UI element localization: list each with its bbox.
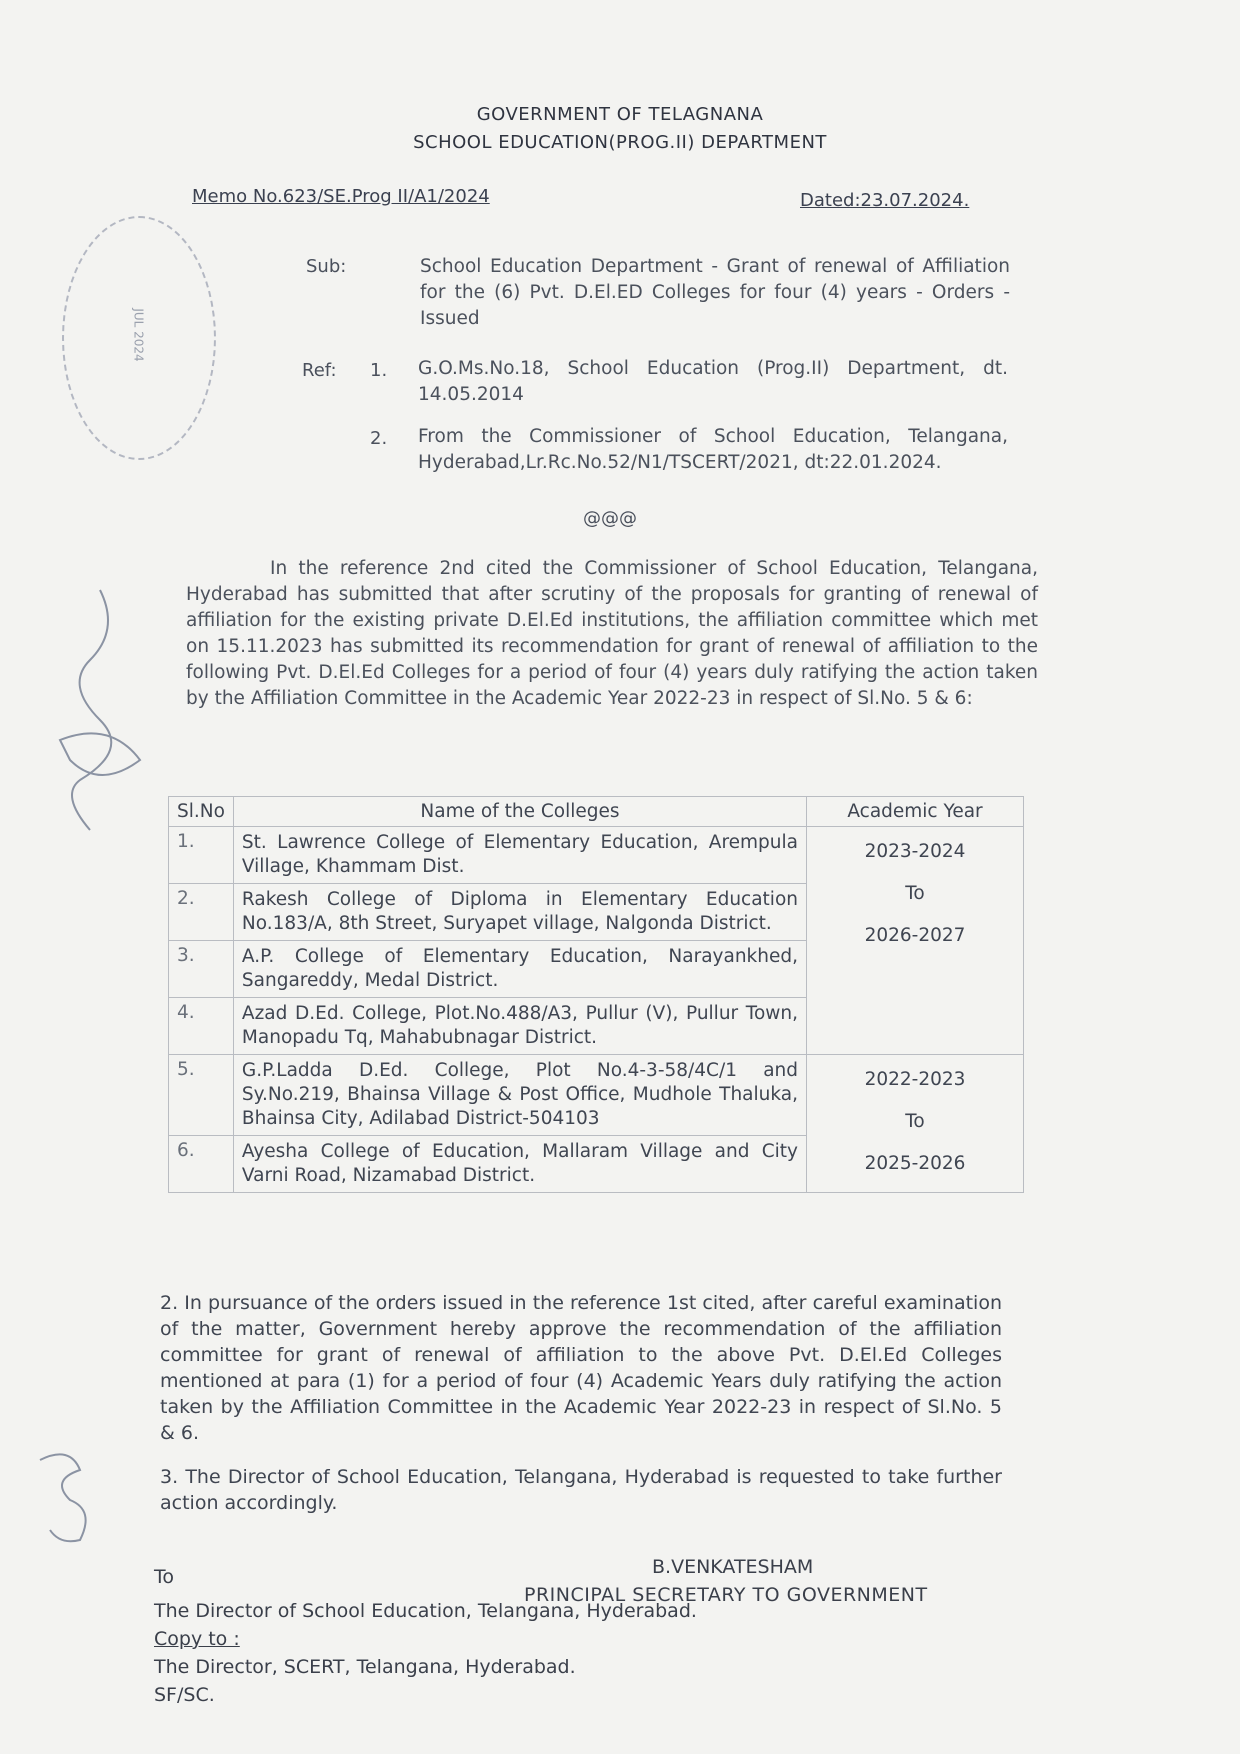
memo-number: Memo No.623/SE.Prog II/A1/2024 <box>192 186 490 207</box>
body-paragraph-3: 3. The Director of School Education, Telangana, Hyderabad is requested to take further action accordingly. <box>160 1466 1002 1514</box>
row-3-name: A.P. College of Elementary Education, Narayankhed, Sangareddy, Medal District. <box>233 941 806 998</box>
year-group-2-to: 2025-2026 <box>864 1153 966 1174</box>
ref-1-text: G.O.Ms.No.18, School Education (Prog.II) Department, dt. 14.05.2014 <box>418 358 1008 405</box>
row-2-name: Rakesh College of Diploma in Elementary Education No.183/A, 8th Street, Suryapet village, Nalgonda District. <box>233 884 806 941</box>
to-label: To <box>154 1566 175 1588</box>
year-group-2-to-word: To <box>905 1111 925 1132</box>
row-5-sl: 5. <box>169 1055 234 1136</box>
row-4-name: Azad D.Ed. College, Plot.No.488/A3, Pullur (V), Pullur Town, Manopadu Tq, Mahabubnagar District. <box>233 998 806 1055</box>
body-paragraph-2: 2. In pursuance of the orders issued in the reference 1st cited, after careful examination of the matter, Government hereby approve the recommendation of the affiliation committee for grant of renewal of affiliation to the above Pvt. D.El.Ed Colleges mentioned at para (1) for a period of four (4) Academic Years duly ratifying the action taken by the Affiliation Committee in the Academic Year 2022-23 in respect of Sl.No. 5 & 6. <box>160 1292 1002 1444</box>
ref-label: Ref: <box>302 360 337 381</box>
year-group-2-from: 2022-2023 <box>864 1069 966 1090</box>
stamp-text: JUL 2024 <box>131 308 146 362</box>
margin-note-scribble <box>30 1440 120 1550</box>
copy-to-label: Copy to : <box>154 1628 240 1650</box>
row-1-name: St. Lawrence College of Elementary Education, Arempula Village, Khammam Dist. <box>233 827 806 884</box>
table-header-row <box>169 797 1024 827</box>
ref-2-text: From the Commissioner of School Education, Telangana, Hyderabad,Lr.Rc.No.52/N1/TSCERT/2021, dt:22.01.2024. <box>418 426 1008 473</box>
year-group-1-to-word: To <box>905 883 925 904</box>
header-sl: Sl.No <box>169 797 234 827</box>
copy-recipient: The Director, SCERT, Telangana, Hyderabad. <box>154 1656 576 1678</box>
year-group-1-to: 2026-2027 <box>864 925 966 946</box>
year-group-2 <box>807 1055 1024 1193</box>
row-6-sl: 6. <box>169 1136 234 1193</box>
row-1-sl: 1. <box>169 827 234 884</box>
row-4-sl: 4. <box>169 998 234 1055</box>
row-2-sl: 2. <box>169 884 234 941</box>
memo-date: Dated:23.07.2024. <box>800 190 970 211</box>
row-3-sl: 3. <box>169 941 234 998</box>
subject-label: Sub: <box>306 256 347 277</box>
office-stamp <box>62 216 216 460</box>
sf-sc-note: SF/SC. <box>154 1684 215 1706</box>
row-5-name: G.P.Ladda D.Ed. College, Plot No.4-3-58/4C/1 and Sy.No.219, Bhainsa Village & Post Office, Mudhole Thaluka, Bhainsa City, Adilabad District-504103 <box>233 1055 806 1136</box>
to-recipient: The Director of School Education, Telangana, Hyderabad. <box>154 1600 697 1622</box>
table-row <box>169 1055 1024 1136</box>
header-year: Academic Year <box>807 797 1024 827</box>
ref-1-num: 1. <box>370 360 388 381</box>
body-paragraph-1: In the reference 2nd cited the Commissioner of School Education, Telangana, Hyderabad has submitted that after scrutiny of the proposals for granting of renewal of affiliation for the existing private D.El.Ed institutions, the affiliation committee which met on 15.11.2023 has submitted its recommendation for grant of renewal of affiliation to the following Pvt. D.El.Ed Colleges for a period of four (4) years duly ratifying the action taken by the Affiliation Committee in the Academic Year 2022-23 in respect of Sl.No. 5 & 6: <box>186 558 1038 709</box>
row-6-name: Ayesha College of Education, Mallaram Village and City Varni Road, Nizamabad District. <box>233 1136 806 1193</box>
table-row <box>169 827 1024 884</box>
ref-2-num: 2. <box>370 428 388 449</box>
gov-header-line1: GOVERNMENT OF TELAGNANA <box>476 104 764 125</box>
colleges-table <box>168 796 1024 1193</box>
handwritten-initials <box>40 580 170 860</box>
header-name: Name of the Colleges <box>233 797 806 827</box>
subject-text: School Education Department - Grant of renewal of Affiliation for the (6) Pvt. D.El.ED Colleges for four (4) years - Orders - Issued <box>420 256 1010 329</box>
ref-separator: @@@ <box>583 508 637 529</box>
gov-header-line2: SCHOOL EDUCATION(PROG.II) DEPARTMENT <box>413 132 827 153</box>
signatory-title: PRINCIPAL SECRETARY TO GOVERNMENT <box>524 1584 928 1606</box>
year-group-1-from: 2023-2024 <box>864 841 966 862</box>
year-group-1 <box>807 827 1024 1055</box>
signatory-name: B.VENKATESHAM <box>652 1556 814 1578</box>
